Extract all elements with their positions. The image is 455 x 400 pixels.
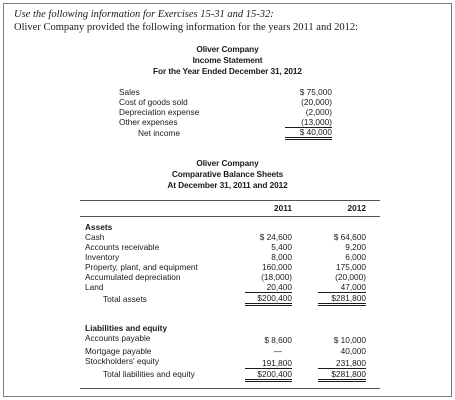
is-label-depreciation: Depreciation expense	[119, 107, 200, 117]
bs-label-total-assets: Total assets	[103, 294, 147, 304]
bs-2011-total-liabilities-equity: $200,400	[245, 369, 292, 382]
bs-label-stockholders-equity: Stockholders' equity	[85, 356, 159, 366]
bs-2011-accum-depreciation: (18,000)	[261, 272, 292, 282]
income-statement-period: For the Year Ended December 31, 2012	[153, 66, 302, 76]
bs-2011-land: 20,400	[245, 282, 292, 293]
is-label-net-income: Net income	[138, 128, 180, 138]
bs-2012-stockholders-equity: 231,800	[318, 358, 366, 369]
is-label-sales: Sales	[119, 87, 140, 97]
intro-description: Oliver Company provided the following information for the years 2011 and 2012:	[14, 22, 358, 33]
bs-label-accum-depreciation: Accumulated depreciation	[85, 272, 181, 282]
bs-2011-inventory: 8,000	[271, 252, 292, 262]
bs-label-inventory: Inventory	[85, 252, 120, 262]
bs-2012-accounts-payable: $ 10,000	[333, 335, 366, 345]
is-label-cogs: Cost of goods sold	[119, 97, 188, 107]
bs-2011-mortgage-payable: —	[273, 346, 282, 356]
bs-label-receivable: Accounts receivable	[85, 242, 160, 252]
assets-header: Assets	[85, 222, 113, 232]
bs-2012-ppe: 175,000	[336, 262, 366, 272]
col-header-2012: 2012	[347, 203, 366, 213]
balance-sheet-company: Oliver Company	[196, 158, 259, 168]
bs-2011-accounts-payable: $ 8,600	[264, 335, 292, 345]
bs-2012-total-liabilities-equity: $281,800	[318, 369, 366, 382]
bs-label-cash: Cash	[85, 232, 105, 242]
bs-2011-cash: $ 24,600	[259, 232, 292, 242]
is-value-net-income: $ 40,000	[285, 127, 332, 140]
bs-label-accounts-payable: Accounts payable	[85, 333, 151, 343]
income-statement-company: Oliver Company	[196, 44, 259, 54]
bs-label-mortgage-payable: Mortgage payable	[85, 346, 152, 356]
is-value-depreciation: (2,000)	[305, 107, 332, 117]
liabilities-equity-header: Liabilities and equity	[85, 323, 168, 333]
bs-2012-inventory: 6,000	[345, 252, 366, 262]
is-value-cogs: (20,000)	[301, 97, 332, 107]
is-value-sales: $ 75,000	[299, 87, 332, 97]
intro-instruction: Use the following information for Exercises 15-31 and 15-32:	[14, 9, 274, 20]
bs-label-land: Land	[85, 282, 104, 292]
bs-2011-ppe: 160,000	[262, 262, 292, 272]
is-label-other-expenses: Other expenses	[119, 117, 178, 127]
col-header-2011: 2011	[274, 203, 292, 213]
bs-2012-receivable: 9,200	[345, 242, 366, 252]
bs-2011-stockholders-equity: 191,800	[245, 358, 292, 369]
balance-sheet-title: Comparative Balance Sheets	[171, 169, 284, 179]
balance-sheet-period: At December 31, 2011 and 2012	[167, 180, 288, 190]
income-statement-title: Income Statement	[192, 55, 263, 65]
is-value-other-expenses: (13,000)	[285, 117, 332, 128]
bs-2012-land: 47,000	[318, 282, 366, 293]
bs-2012-cash: $ 64,600	[333, 232, 366, 242]
bs-label-total-liabilities-equity: Total liabilities and equity	[103, 369, 195, 379]
bs-2012-mortgage-payable: 40,000	[340, 346, 366, 356]
bs-2011-receivable: 5,400	[271, 242, 292, 252]
bs-2012-total-assets: $281,800	[318, 293, 366, 306]
bs-2012-accum-depreciation: (20,000)	[335, 272, 366, 282]
bs-2011-total-assets: $200,400	[245, 293, 292, 306]
bs-label-ppe: Property, plant, and equipment	[85, 262, 198, 272]
